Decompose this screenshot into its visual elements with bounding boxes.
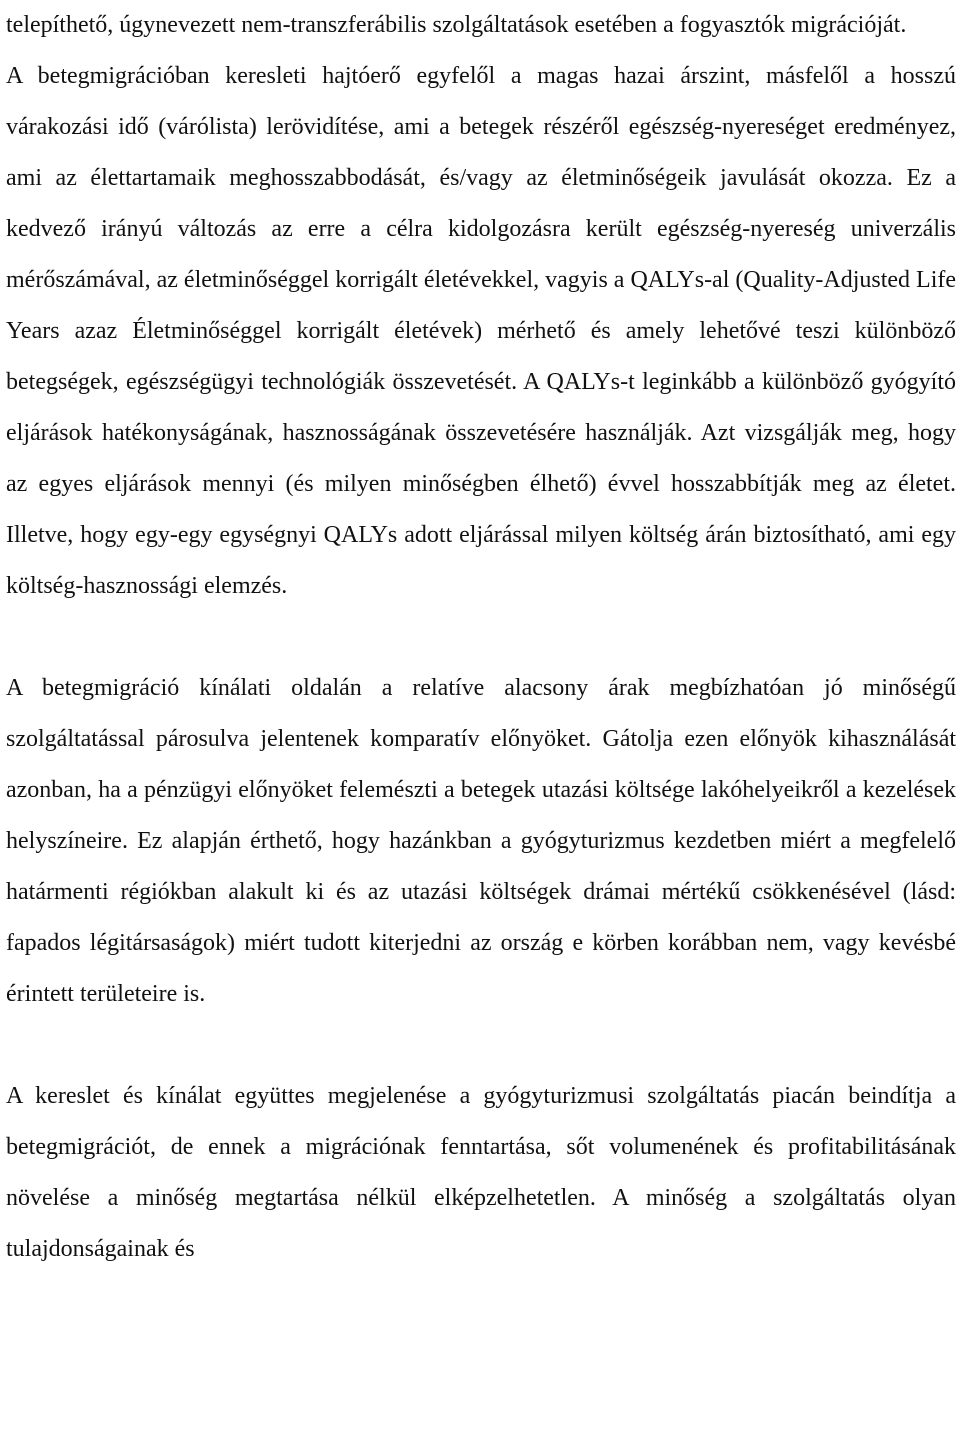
sentence: Illetve, hogy egy-egy egységnyi QALYs adott eljárással milyen költség árán biztosítható, ami egy költség-hasznossági elemzés.	[6, 522, 956, 599]
sentence: Ez alapján érthető, hogy hazánkban a gyógyturizmus kezdetben miért a megfelelő határmenti régiókban alakult ki és az utazási költségek drámai mértékű csökkenésével (lásd: fapados légitársaságok) miért tudott kiterjedni az ország e körben korábban nem, vagy kevésbé érintett területeire is.	[6, 828, 956, 1007]
paragraph-1	[6, 0, 956, 51]
sentence: telepíthető, úgynevezett nem-transzferábilis szolgáltatások esetében a fogyasztók migrációját.	[6, 12, 907, 38]
sentence: A betegmigrációban keresleti hajtóerő egyfelől a magas hazai árszint, másfelől a hosszú várakozási idő (várólista) lerövidítése, ami a betegek részéről egészség-nyereséget eredményez, ami az élettartamaik meghosszabbodását, és/vagy az életminőségeik javulását okozza.	[6, 63, 956, 191]
sentence: A kereslet és kínálat együttes megjelenése a gyógyturizmusi szolgáltatás piacán beindítja a betegmigrációt, de ennek a migrációnak fenntartása, sőt volumenének és profitabilitásának növelése a minőség megtartása nélkül elképzelhetetlen.	[6, 1083, 956, 1211]
sentence: Ez a kedvező irányú változás az erre a célra kidolgozásra került egészség-nyereség univerzális mérőszámával, az életminőséggel korrigált életévekkel, vagyis a QALYs-al (Quality-Adjusted Life Years azaz Életminőséggel korrigált életévek) mérhető és amely lehetővé teszi különböző betegségek, egészségügyi technológiák összevetését.	[6, 165, 957, 395]
document-page	[6, 0, 956, 1275]
sentence: Azt vizsgálják meg, hogy az egyes eljárások mennyi (és milyen minőségben élhető) évvel hosszabbítják meg az életet.	[6, 420, 956, 497]
sentence: Gátolja ezen előnyök kihasználását azonban, ha a pénzügyi előnyöket felemészti a betegek utazási költsége lakóhelyeikről a kezelések helyszíneire.	[6, 726, 957, 854]
paragraph-gap	[6, 1020, 956, 1071]
sentence: A minőség a szolgáltatás olyan tulajdonságainak és	[6, 1185, 956, 1262]
sentence: A betegmigráció kínálati oldalán a relatíve alacsony árak megbízhatóan jó minőségű szolgáltatással párosulva jelentenek komparatív előnyöket.	[6, 675, 956, 752]
sentence: A QALYs-t leginkább a különböző gyógyító eljárások hatékonyságának, hasznosságának összevetésére használják.	[6, 369, 956, 446]
paragraph-gap	[6, 612, 956, 663]
paragraph-4	[6, 1071, 956, 1275]
paragraph-3	[6, 663, 956, 1020]
paragraph-2	[6, 51, 956, 612]
